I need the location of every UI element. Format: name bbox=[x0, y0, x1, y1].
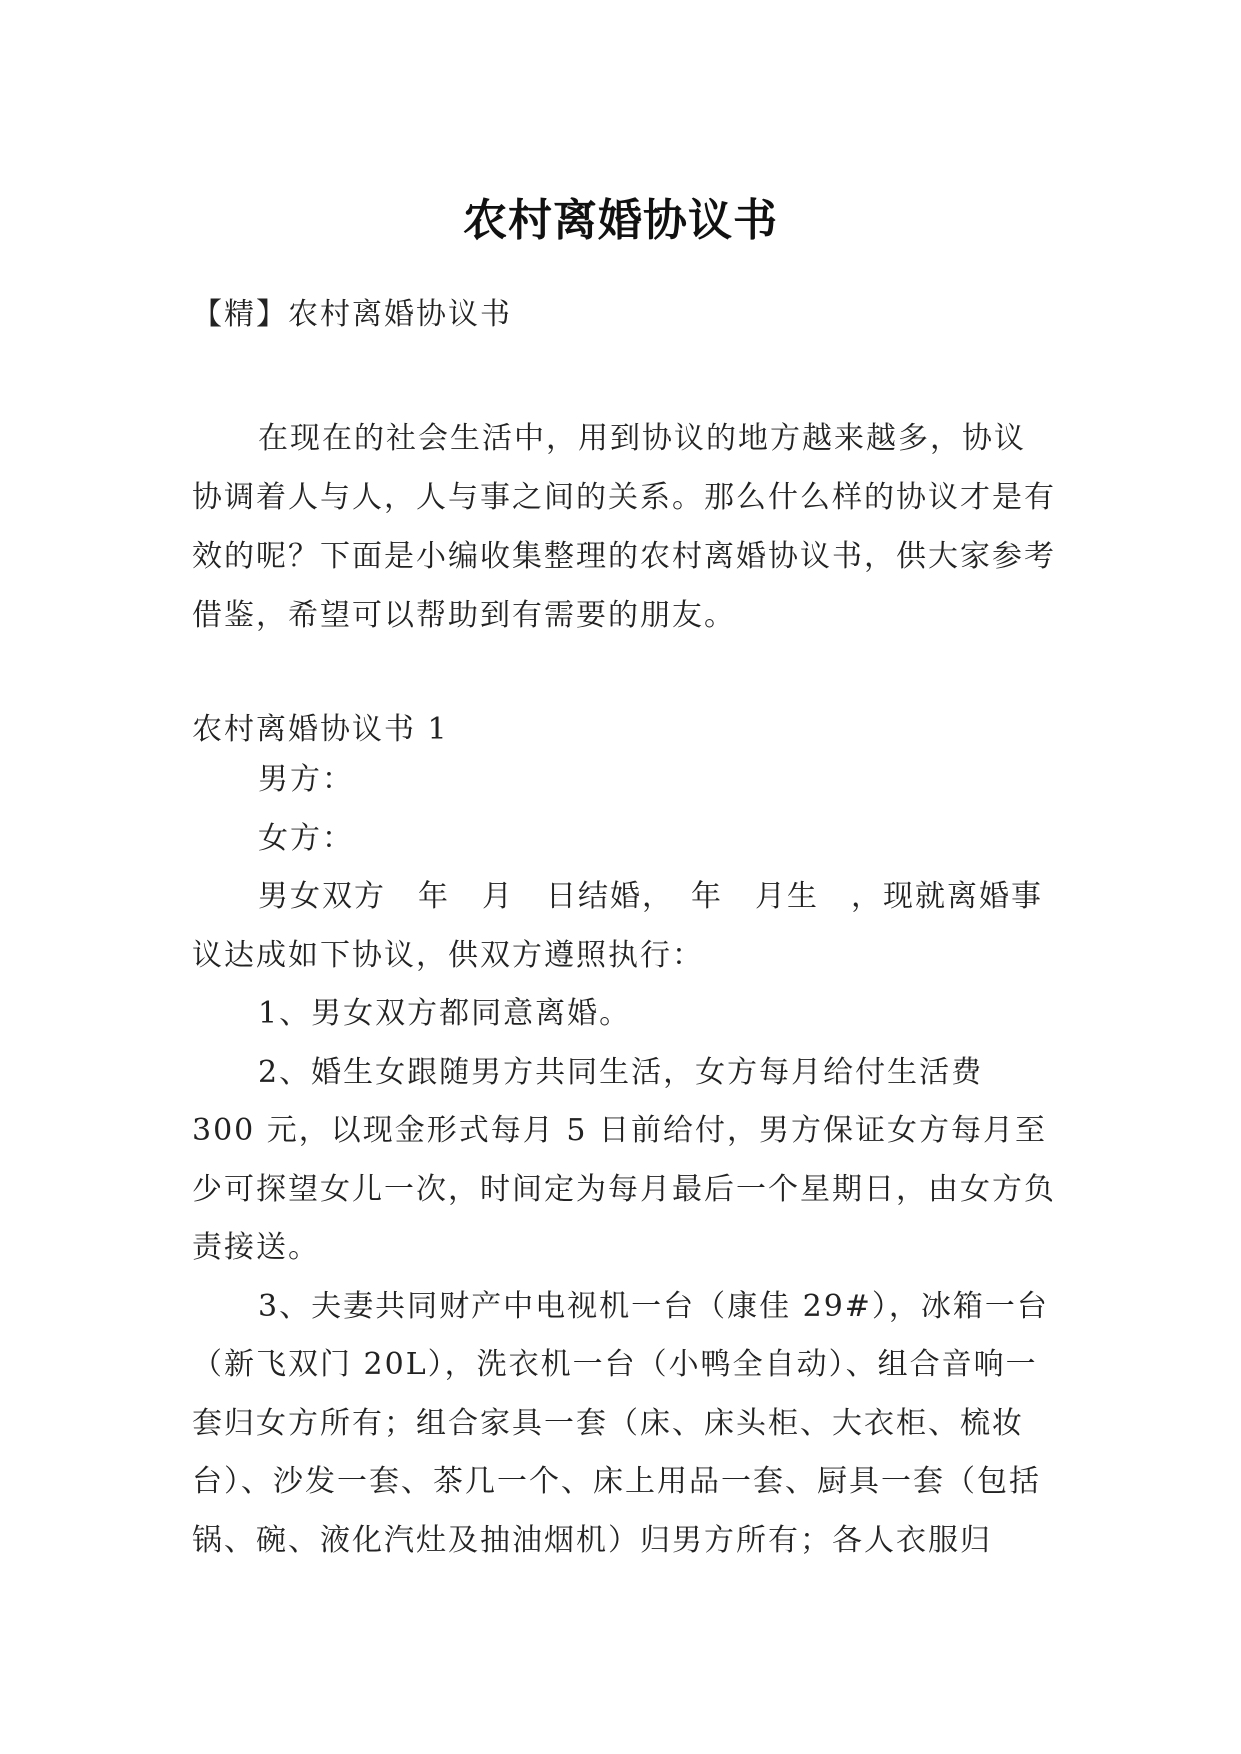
intro-paragraph: 在现在的社会生活中，用到协议的地方越来越多，协议协调着人与人，人与事之间的关系。那么什么样的协议才是有效的呢？下面是小编收集整理的农村离婚协议书，供大家参考借鉴，希望可以帮助到有需要的朋友。 bbox=[192, 421, 1056, 633]
wife-line: 女方： bbox=[258, 820, 354, 856]
marriage-statement: 男女双方 年 月 日结婚， 年 月生 ，现就离婚事议达成如下协议，供双方遵照执行： bbox=[192, 879, 1043, 973]
document-subtitle: 【精】农村离婚协议书 bbox=[192, 297, 512, 332]
section-title: 农村离婚协议书 1 bbox=[192, 712, 449, 747]
clause-1: 1、男女双方都同意离婚。 bbox=[258, 996, 632, 1031]
clause-2: 2、婚生女跟随男方共同生活，女方每月给付生活费 300 元，以现金形式每月 5 日前给付，男方保证女方每月至少可探望女儿一次，时间定为每月最后一个星期日，由女方负责接送。 bbox=[192, 1054, 1056, 1265]
agreement-body bbox=[192, 751, 1056, 1570]
husband-line: 男方： bbox=[258, 762, 354, 797]
document-title: 农村离婚协议书 bbox=[463, 195, 778, 247]
clause-3: 3、夫妻共同财产中电视机一台（康佳 29#），冰箱一台（新飞双门 20L），洗衣机一台（小鸭全自动）、组合音响一套归女方所有；组合家具一套（床、床头柜、大衣柜、梳妆台）、沙发一套、茶几一个、床上用品一套、厨具一套（包括锅、碗、液化汽灶及抽油烟机）归男方所有；各人衣服归 bbox=[192, 1288, 1049, 1558]
